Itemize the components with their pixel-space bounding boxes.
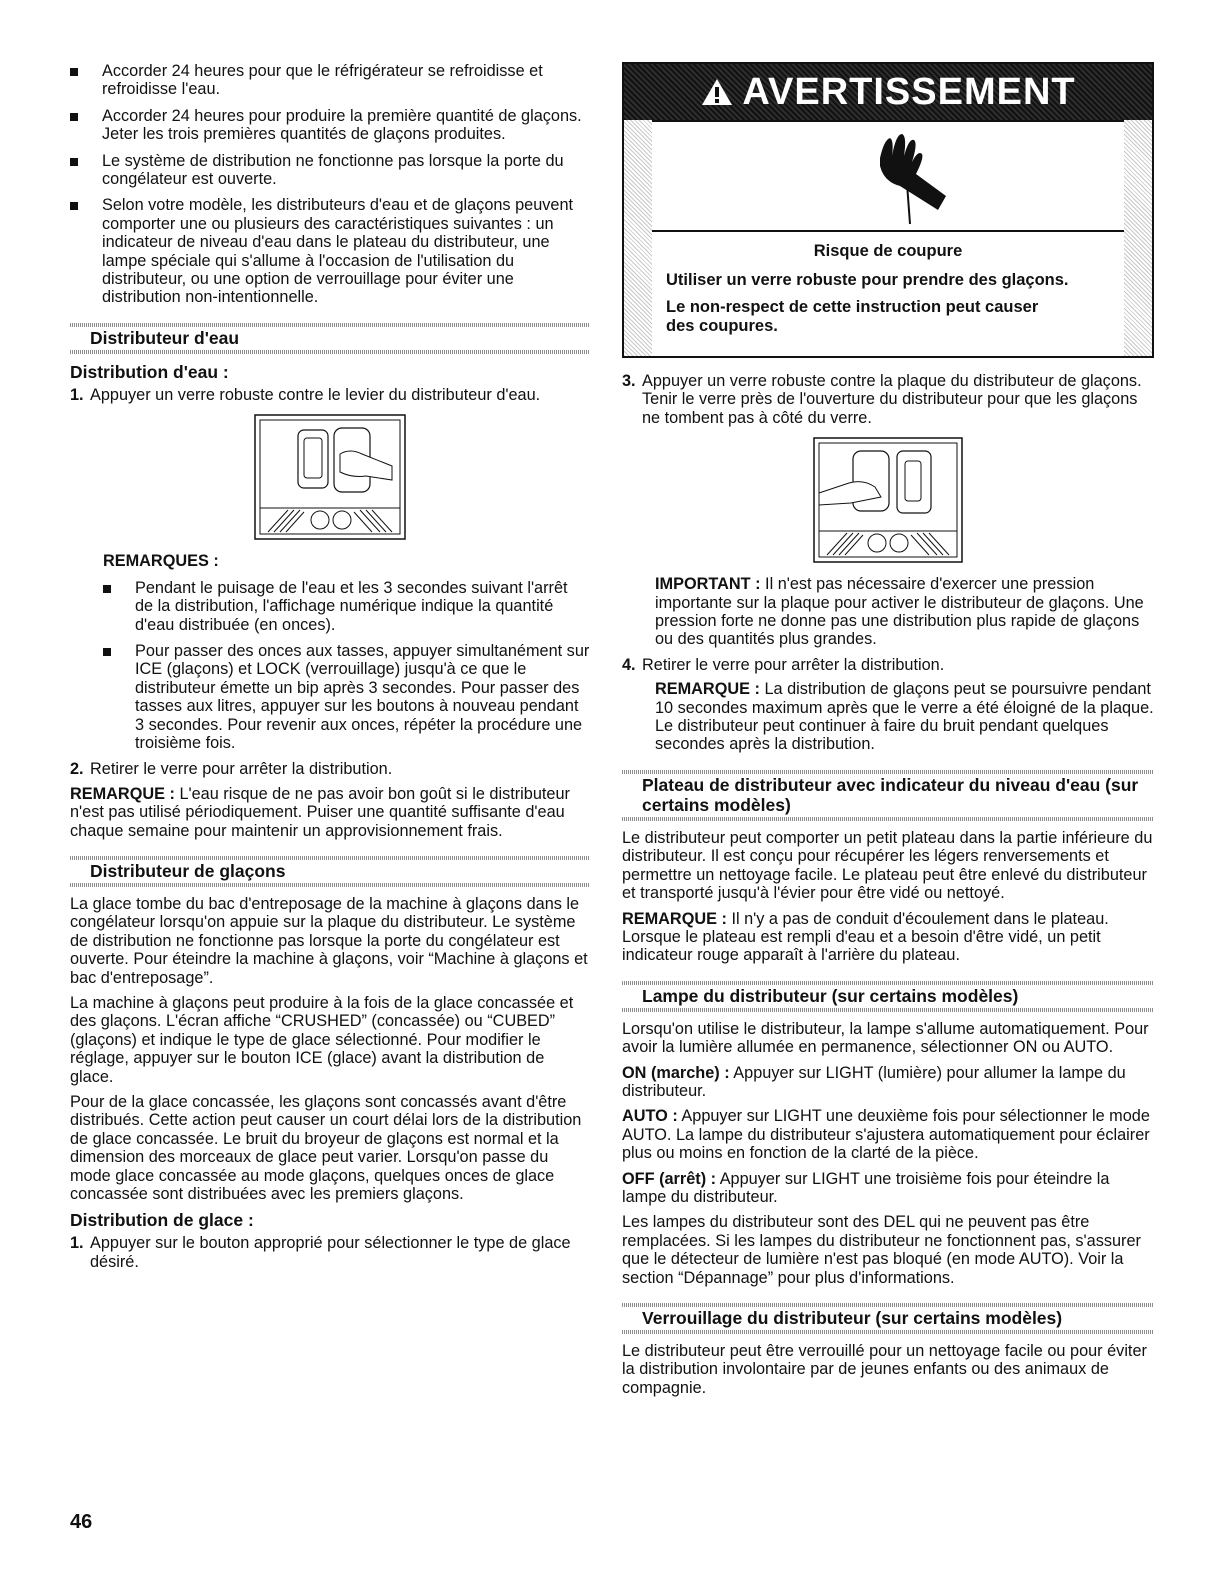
lamp-auto [622, 1107, 1154, 1162]
lamp-off [622, 1170, 1154, 1207]
warning-pictogram-area [652, 120, 1124, 232]
lamp-off-text: Appuyer sur LIGHT une troisième fois pour éteindre la lampe du distributeur. [622, 1169, 1110, 1206]
step4-note [622, 680, 1154, 754]
ice-dispenser-illustration [813, 437, 963, 563]
page-number: 46 [70, 1511, 93, 1533]
ice-paragraph: La machine à glaçons peut produire à la fois de la glace concassée et des glaçons. L'écran affiche “CRUSHED” (concassée) ou “CUBED” (glaçons) et indique le type de glace sélectionné. Pour modifier le réglage, appuyer sur le bouton ICE (glace) avant la distribution de glace. [70, 994, 574, 1086]
note-text: Il n'y a pas de conduit d'écoulement dans le plateau. Lorsque le plateau est rempli d'eau et a besoin d'être vidé, un petit indicateur rouge apparaît à l'arrière du plateau. [622, 909, 1109, 965]
water-dispenser-illustration [254, 414, 406, 540]
note-label: REMARQUE : [70, 784, 175, 803]
step-number: 4. [622, 655, 636, 674]
note-label: REMARQUE : [622, 909, 727, 928]
section-heading-ice-dispenser: Distributeur de glaçons [70, 856, 590, 887]
lamp-auto-text: Appuyer sur LIGHT une deuxième fois pour sélectionner le mode AUTO. La lampe du distributeur s'ajustera automatiquement pour éclairer plus ou moins en fonction de la clarté de la pièce. [622, 1107, 1150, 1163]
step-text: Retirer le verre pour arrêter la distribution. [90, 760, 393, 779]
remarks-list [103, 579, 590, 753]
lock-paragraph: Le distributeur peut être verrouillé pour un nettoyage facile ou pour éviter la distribution involontaire par de jeunes enfants ou des animaux de compagnie. [622, 1342, 1147, 1397]
step-text: Appuyer un verre robuste contre le levier du distributeur d'eau. [90, 385, 541, 404]
warning-risk-title: Risque de coupure [813, 242, 963, 260]
step-number: 3. [622, 372, 636, 390]
list-item: Le système de distribution ne fonctionne pas lorsque la porte du congélateur est ouverte. [70, 152, 590, 189]
subheading-water-dispensing: Distribution d'eau : [70, 361, 229, 382]
ice-paragraph: Pour de la glace concassée, les glaçons sont concassés avant d'être distribués. Cette action peut causer un court délai lors de la distribution de glace concassée. Le bruit du broyeur de glaçons est normal et la dimension des morceaux de glace peut varier. Lorsqu'on passe du mode glace concassée au mode glaçons, quelques onces de glace concassée sont distribuées avec les premiers glaçons. [70, 1093, 582, 1204]
lamp-paragraph: Lorsqu'on utilise le distributeur, la lampe s'allume automatiquement. Pour avoir la lumière allumée en permanence, sélectionner ON ou AUTO. [622, 1019, 1149, 1057]
cut-hazard-icon [862, 130, 952, 226]
lamp-on-text: Appuyer sur LIGHT (lumière) pour allumer la lampe du distributeur. [622, 1063, 1126, 1100]
lamp-on [622, 1064, 1154, 1101]
section-heading-water-dispenser: Distributeur d'eau [70, 323, 590, 354]
list-item: Pour passer des onces aux tasses, appuyer simultanément sur ICE (glaçons) et LOCK (verrouillage) jusqu'à ce que le distributeur émette un bip après 3 secondes. Pour passer des tasses aux litres, appuyer sur les boutons à nouveau pendant 3 secondes. Pour revenir aux onces, répéter la procédure une troisième fois. [103, 642, 590, 752]
warning-text [652, 232, 1124, 356]
lamp-paragraph: Les lampes du distributeur sont des DEL qui ne peuvent pas être remplacées. Si les lampes du distributeur ne fonctionnent pas, s'assurer que le détecteur de lumière n'est pas bloqué (en mode AUTO). Voir la section “Dépannage” pour plus d'informations. [622, 1213, 1141, 1287]
note-text: L'eau risque de ne pas avoir bon goût si le distributeur n'est pas utilisé périodiquement. Puiser une quantité suffisante d'eau chaque semaine pour maintenir un approvisionnement frais. [70, 784, 570, 840]
warning-frame [624, 120, 1152, 356]
tray-note [622, 910, 1154, 965]
warning-banner [624, 64, 1152, 120]
lamp-off-label: OFF (arrêt) : [622, 1169, 717, 1188]
warning-line: Le non-respect de cette instruction peut causer des coupures. [666, 298, 1039, 335]
step-number: 1. [70, 1234, 84, 1253]
step-4-ice [622, 656, 1154, 674]
warning-triangle-icon [700, 77, 734, 107]
note-label: REMARQUE : [655, 680, 760, 699]
warning-banner-label: AVERTISSEMENT [742, 70, 1076, 113]
section-heading-lamp: Lampe du distributeur (sur certains modèles) [622, 981, 1154, 1012]
water-remarks [70, 552, 590, 752]
remarks-title: REMARQUES : [103, 552, 219, 571]
step-number: 1. [70, 385, 84, 404]
step-text: Appuyer un verre robuste contre la plaque du distributeur de glaçons. Tenir le verre près de l'ouverture du distributeur pour que les glaçons ne tombent pas à côté du verre. [642, 372, 1142, 427]
note-text: La distribution de glaçons peut se poursuivre pendant 10 secondes maximum après que le verre a été éloigné de la plaque. Le distributeur peut continuer à faire du bruit pendant quelques secondes après la distribution. [655, 680, 1154, 754]
water-note [70, 785, 590, 840]
intro-bullet-list [70, 62, 590, 307]
lamp-auto-label: AUTO : [622, 1107, 678, 1126]
step-2-water [70, 760, 590, 778]
step-3-ice [622, 372, 1154, 427]
warning-box [622, 62, 1154, 358]
warning-line: Utiliser un verre robuste pour prendre des glaçons. [666, 271, 1069, 289]
list-item: Pendant le puisage de l'eau et les 3 secondes suivant l'arrêt de la distribution, l'affichage numérique indique la quantité d'eau distribuée (en onces). [103, 579, 590, 634]
step-text: Appuyer sur le bouton approprié pour sélectionner le type de glace désiré. [90, 1234, 571, 1271]
lamp-on-label: ON (marche) : [622, 1063, 730, 1082]
important-text: Il n'est pas nécessaire d'exercer une pression importante sur la plaque pour activer le distributeur de glaçons. Une pression forte ne donne pas une distribution plus rapide de glaçons ou des quantités plus grandes. [655, 575, 1144, 649]
right-column [622, 62, 1154, 1404]
left-column [70, 62, 590, 1277]
step-number: 2. [70, 760, 84, 779]
ice-paragraph: La glace tombe du bac d'entreposage de la machine à glaçons dans le congélateur lorsqu'on appuie sur la plaque du distributeur. Le système de distribution ne fonctionne pas lorsque la porte du congélateur est ouverte. Pour éteindre la machine à glaçons, voir “Machine à glaçons et bac d'entreposage”. [70, 894, 588, 987]
list-item: Accorder 24 heures pour que le réfrigérateur se refroidisse et refroidisse l'eau. [70, 62, 590, 99]
important-label: IMPORTANT : [655, 575, 761, 594]
list-item: Selon votre modèle, les distributeurs d'eau et de glaçons peuvent comporter une ou plusieurs des caractéristiques suivantes : un indicateur de niveau d'eau dans le plateau du distributeur, une lampe spéciale qui s'allume à l'occasion de l'utilisation du distributeur, ou une option de verrouillage pour éviter une distribution non-intentionnelle. [70, 196, 590, 306]
tray-paragraph: Le distributeur peut comporter un petit plateau dans la partie inférieure du distributeur. Il est conçu pour récupérer les légers renversements et permettre un nettoyage facile. Le plateau peut être enlevé du distributeur et transporté jusqu'à l'évier pour être vidé ou nettoyé. [622, 828, 1153, 903]
list-item: Accorder 24 heures pour produire la première quantité de glaçons. Jeter les trois premières quantités de glaçons produites. [70, 107, 590, 144]
step-text: Retirer le verre pour arrêter la distribution. [642, 655, 945, 674]
important-note [622, 575, 1154, 649]
subheading-ice-dispensing: Distribution de glace : [70, 1210, 254, 1231]
section-heading-tray: Plateau de distributeur avec indicateur du niveau d'eau (sur certains modèles) [622, 770, 1154, 821]
section-heading-lock: Verrouillage du distributeur (sur certains modèles) [622, 1303, 1154, 1334]
step-1-ice [70, 1234, 590, 1271]
step-1-water [70, 386, 590, 404]
